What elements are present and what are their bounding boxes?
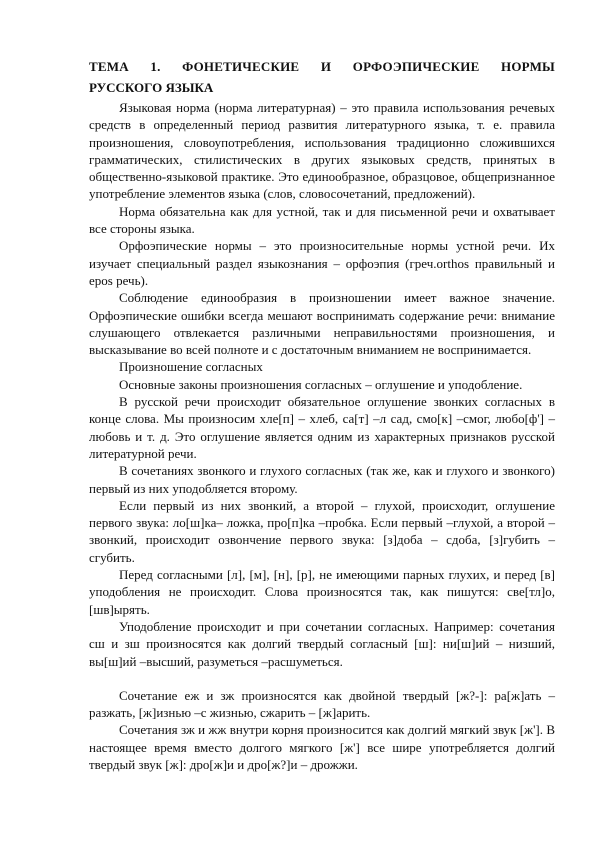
paragraph-uniformity: Соблюдение единообразия в произношении имеет важное значение. Орфоэпические ошибки всегда мешают воспринимать содержание речи: внимание слушающего отвлекается различными неправильностями произношения, и высказывание во всей полноте и с достаточным вниманием не воспринимается. [89,290,555,358]
paragraph-spacer [89,670,555,687]
paragraph-voiced-voiceless: Если первый из них звонкий, а второй – глухой, происходит, оглушение первого звука: ло[ш]ка– ложка, про[п]ка –пробка. Если первый –глухой, а второй – звонкий, происходит озвончение первого звука: [з]доба – сдоба, [з]губить – сгубить. [89,497,555,565]
section-heading-consonants: Произношение согласных [119,359,263,375]
paragraph-devoicing: В русской речи происходит обязательное оглушение звонких согласных в конце слова. Мы произносим хле[п] – хлеб, са[т] –л сад, смо[к] –смог, любо[ф'] – любовь и т. д. Это оглушение является одним из характерных признаков русской литературной речи. [89,394,555,461]
paragraph-basic-laws: Основные законы произношения согласных – оглушение и уподобление. [119,376,523,392]
paragraph-language-norm: Языковая норма (норма литературная) – это правила использования речевых средств в определенный период развития литературного языка, т. е. правила произношения, словоупотребления, использования традиционно сложившихся грамматических, стилистических в других языковых средств, принятых в общественно-языковой практике. Это единообразное, образцовое, общепризнанное употребление элементов языка (слов, словосочетаний, предложений). [89,100,555,202]
paragraph-orthoepic-norms: Орфоэпические нормы – это произносительные нормы устной речи. Их изучает специальный раздел языкознания – орфоэпия (греч.orthos правильный и epos речь). [89,238,555,288]
paragraph-assimilation: В сочетаниях звонкого и глухого согласных (так же, как и глухого и звонкого) первый из них уподобляется второму. [89,463,555,496]
page-title: ТЕМА 1. ФОНЕТИЧЕСКИЕ И ОРФОЭПИЧЕСКИЕ НОРМЫ [89,59,555,74]
page-title-continuation: РУССКОГО ЯЗЫКА [89,80,214,95]
paragraph-long-soft-zh: Сочетания зж и жж внутри корня произносится как долгий мягкий звук [ж']. В настоящее время вместо долгого мягкого [ж'] все шире употребляется долгий твердый звук [ж]: дро[ж]и и дро[ж?]и – дрожжи. [89,722,555,772]
paragraph-sonorants: Перед согласными [л], [м], [н], [р], не имеющими парных глухих, и перед [в] уподобления не происходит. Слова произносятся так, как пишутся: све[тл]о, [шв]ырять. [89,567,555,617]
paragraph-zh-combinations: Сочетание еж и зж произносятся как двойной твердый [ж?-]: ра[ж]ать – разжать, [ж]изнью –с жизнью, сжарить – [ж]арить. [89,687,555,721]
paragraph-norm-obligatory: Норма обязательна как для устной, так и для письменной речи и охватывает все стороны языка. [89,203,555,237]
paragraph-consonant-clusters: Уподобление происходит и при сочетании согласных. Например: сочетания сш и зш произносятся как долгий твердый согласный [ш]: ни[ш]ий – низший, вы[ш]ий –высший, разуметься –расшуметься. [89,618,555,669]
